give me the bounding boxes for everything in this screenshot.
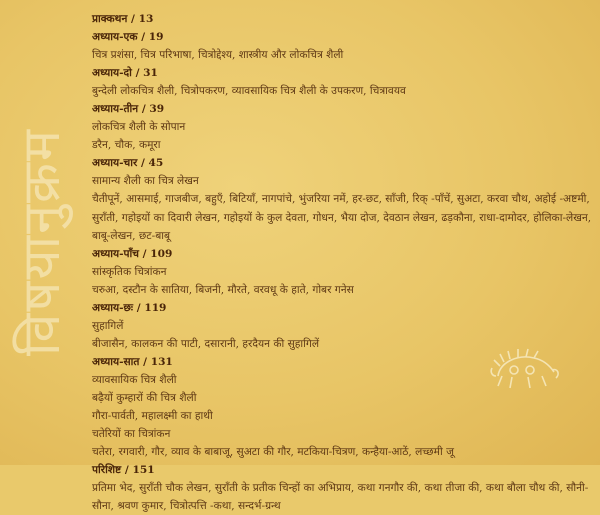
toc-entry: चतेरा, रगवारी, गौर, व्याव के बाबाजू, सुअटा की गौर, मटकिया-चित्रण, कन्हैया-आठें, लच्छमी जू [92,446,454,459]
toc-entry: सामान्य शैली का चित्र लेखन [92,175,199,188]
table-of-contents [92,10,592,515]
toc-heading: अध्याय-तीन / 39 [92,103,165,116]
toc-heading: परिशिष्ट / 151 [92,464,155,477]
toc-entry: चित्र प्रशंसा, चित्र परिभाषा, चित्रोद्देश्य, शास्त्रीय और लोकचित्र शैली [92,49,344,62]
toc-heading: अध्याय-दो / 31 [92,67,158,80]
toc-heading: अध्याय-सात / 131 [92,355,173,368]
toc-heading: अध्याय-पाँच / 109 [92,247,173,260]
toc-heading: प्राक्कथन / 13 [92,13,154,25]
toc-entry: चतेरियों का चित्रांकन [92,428,171,441]
toc-entry: गौरा-पार्वती, महालक्ष्मी का हाथी [92,410,213,423]
toc-entry: सांस्कृतिक चित्रांकन [92,265,167,278]
toc-entry: व्यावसायिक चित्र शैली [92,373,177,386]
toc-heading: अध्याय-चार / 45 [92,157,164,170]
toc-entry: बढ़ैयों कुम्हारों की चित्र शैली [92,391,197,404]
toc-entry: चैतीपूनें, आसमाई, गाजबीज, बहुएँ, बिटियाँ, नागपांचे, भुंजरिया नमें, हर-छट, साँजी, रिक् -पाँचें, सुअटा, करवा चौथ, अहोई -अष्टमी, सुराँती, गहोइयों का दिवारी लेखन, गहोइयों के कुल देवता, गोधन, भैया दोज, देवठान लेखन, ढड़कौना, राधा-दामोदर, होलिका-लेखन, बाबू-लेखन, छट-बाबू [92,193,592,242]
vertical-title-watermark: विषयानुक्रम [12,128,72,356]
toc-entry: डरैन, चौक, कमूरा [92,139,161,152]
toc-entry: बीजासैन, कालकन की पाटी, दसारानी, हरदैयन की सुहागिलें [92,337,320,350]
toc-entry: सुहागिलें [92,319,124,332]
toc-entry: प्रतिमा भेद, सुराँती चौक लेखन, सुराँती के प्रतीक चिन्हों का अभिप्राय, कथा गनगौर की, कथा तीजा की, कथा बौला चौथ की, सौनी-सौना, श्रवण कुमार, चित्रोत्पत्ति -कथा, सन्दर्भ-ग्रन्थ [92,482,589,513]
toc-entry: बुन्देली लोकचित्र शैली, चित्रोपकरण, व्यावसायिक चित्र शैली के उपकरण, चित्रावयव [92,85,406,98]
toc-entry: चरुआ, दस्टौन के सातिया, बिजनी, मौरते, वरवधू के हाते, गोबर गनेस [92,283,354,296]
toc-heading: अध्याय-एक / 19 [92,31,164,44]
toc-entry: लोकचित्र शैली के सोपान [92,121,186,134]
toc-heading: अध्याय-छः / 119 [92,301,167,314]
